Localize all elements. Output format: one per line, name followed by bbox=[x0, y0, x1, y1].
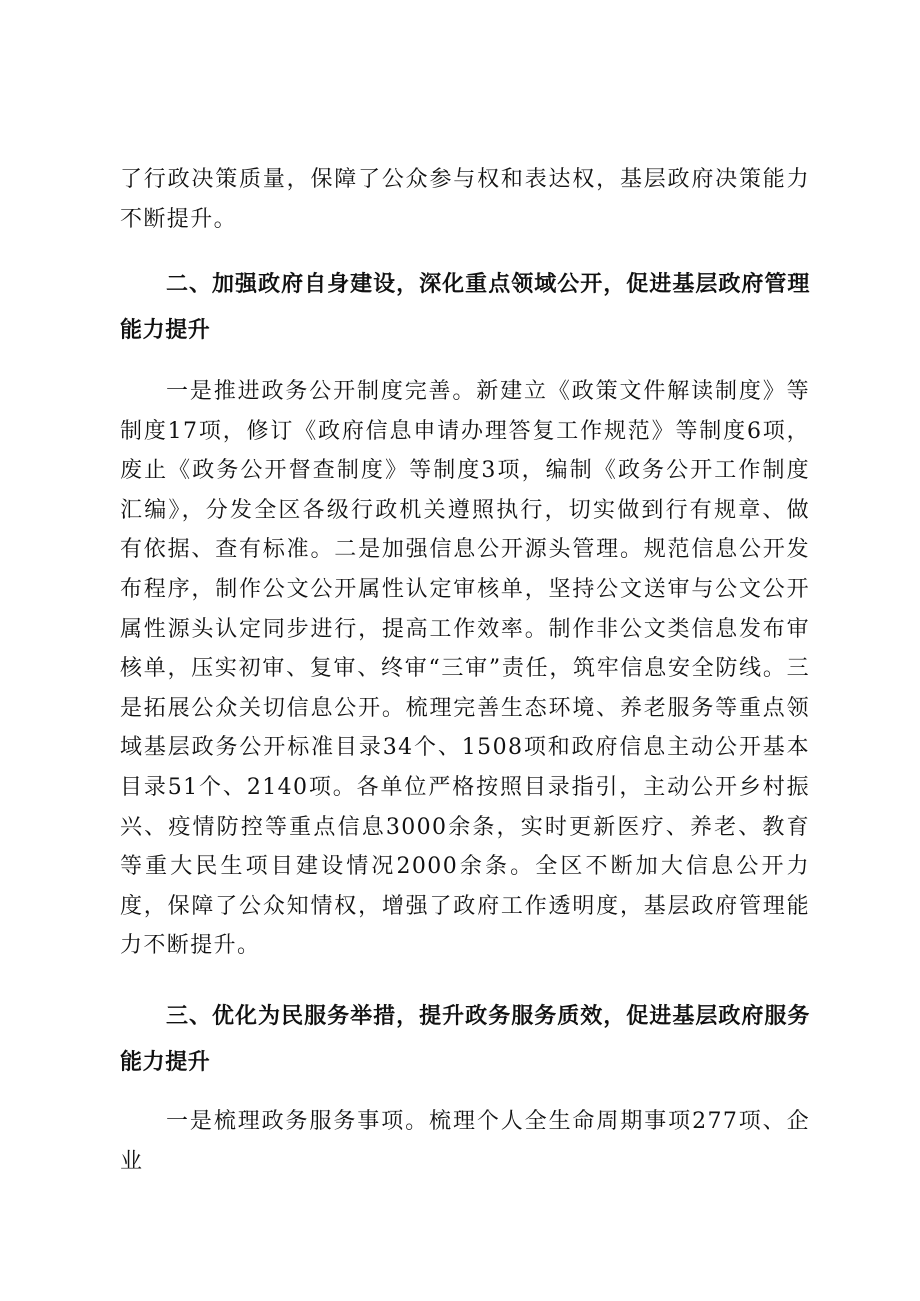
section-3-heading: 三、优化为民服务举措，提升政务服务质效，促进基层政府服务能力提升 bbox=[120, 1004, 810, 1075]
continuation-paragraph: 了行政决策质量，保障了公众参与权和表达权，基层政府决策能力不断提升。 bbox=[120, 167, 810, 232]
section-3-paragraph: 一是梳理政务服务事项。梳理个人全生命周期事项277项、企业 bbox=[120, 1109, 810, 1174]
section-2-paragraph: 一是推进政务公开制度完善。新建立《政策文件解读制度》等制度17项，修订《政府信息申请办理答复工作规范》等制度6项，废止《政务公开督查制度》等制度3项，编制《政务公开工作制度汇编》，分发全区各级行政机关遵照执行，切实做到行有规章、做有依据、查有标准。二是加强信息公开源头管理。规范信息公开发布程序，制作公文公开属性认定审核单，坚持公文送审与公文公开属性源头认定同步进行，提高工作效率。制作非公文类信息发布审核单，压实初审、复审、终审“三审”责任，筑牢信息安全防线。三是拓展公众关切信息公开。梳理完善生态环境、养老服务等重点领域基层政务公开标准目录34个、1508项和政府信息主动公开基本目录51个、2140项。各单位严格按照目录指引，主动公开乡村振兴、疫情防控等重点信息3000余条，实时更新医疗、养老、教育等重大民生项目建设情况2000余条。全区不断加大信息公开力度，保障了公众知情权，增强了政府工作透明度，基层政府管理能力不断提升。 bbox=[120, 379, 810, 959]
section-2-heading: 二、加强政府自身建设，深化重点领域公开，促进基层政府管理能力提升 bbox=[120, 272, 810, 343]
